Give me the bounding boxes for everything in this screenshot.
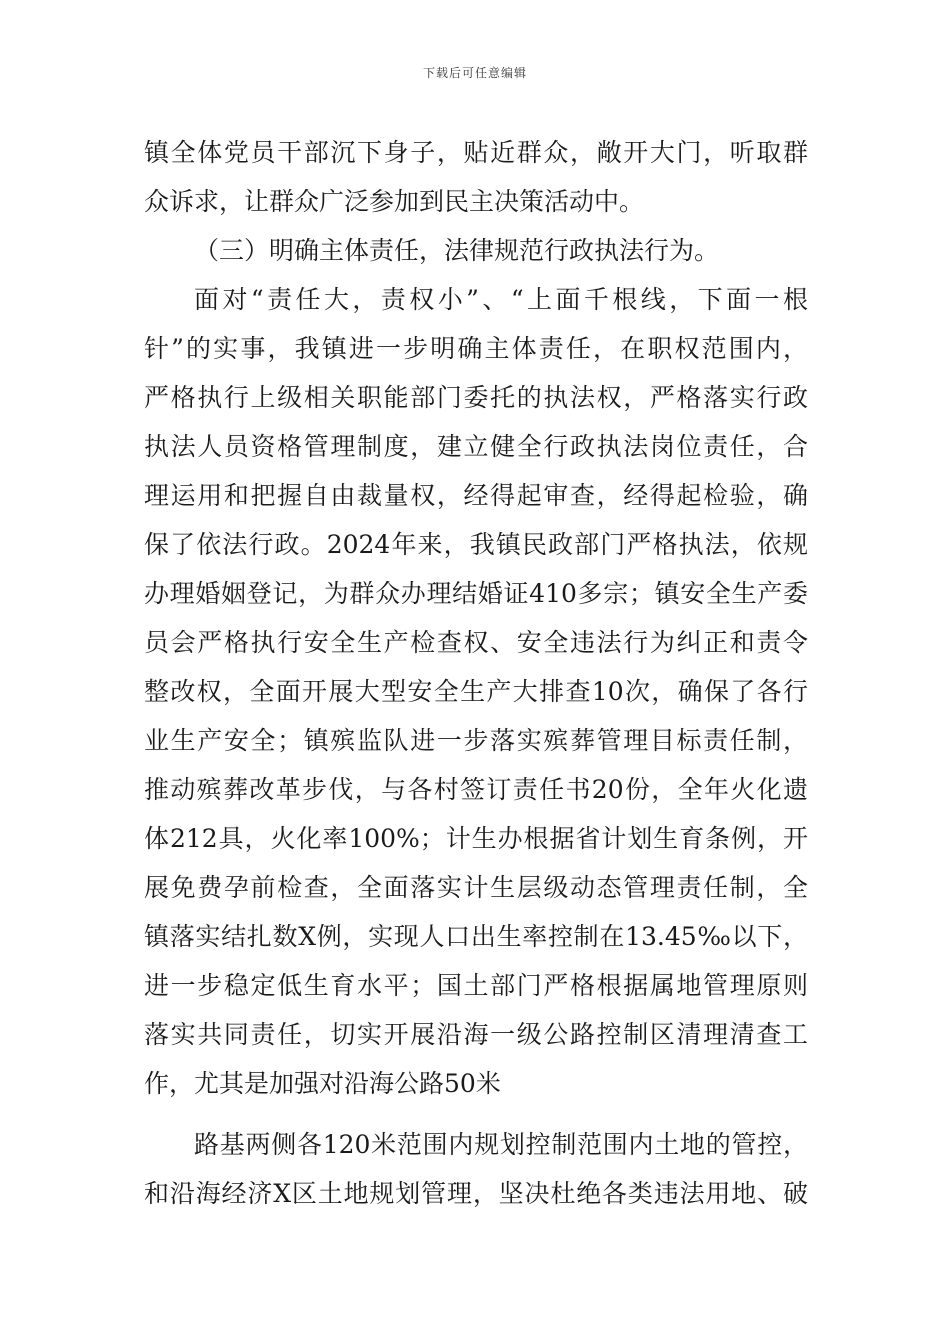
paragraph-line: 针”的实事，我镇进一步明确主体责任，在职权范围内， [144,334,808,363]
section-heading: （三）明确主体责任，法律规范行政执法行为。 [194,236,720,265]
paragraph-line: 办理婚姻登记，为群众办理结婚证410多宗；镇安全生产委 [144,579,808,608]
paragraph-line: 展免费孕前检查，全面落实计生层级动态管理责任制，全 [144,873,808,902]
header-note: 下载后可任意编辑 [422,66,527,80]
paragraph-line: 众诉求，让群众广泛参加到民主决策活动中。 [144,187,645,216]
paragraph-line: 和沿海经济X区土地规划管理，坚决杜绝各类违法用地、破 [144,1179,808,1208]
paragraph-line: 保了依法行政。2024年来，我镇民政部门严格执法，依规 [144,530,808,559]
paragraph-line: 路基两侧各120米范围内规划控制范围内土地的管控， [194,1130,808,1159]
paragraph-line: 员会严格执行安全生产检查权、安全违法行为纠正和责令 [144,628,808,657]
paragraph-line: 镇全体党员干部沉下身子，贴近群众，敞开大门，听取群 [144,138,808,167]
paragraph-line: 推动殡葬改革步伐，与各村签订责任书20份，全年火化遗 [144,775,808,804]
paragraph-line: 进一步稳定低生育水平；国土部门严格根据属地管理原则 [144,971,808,1000]
paragraph-line: 严格执行上级相关职能部门委托的执法权，严格落实行政 [144,383,808,412]
paragraph-line: 作，尤其是加强对沿海公路50米 [144,1069,501,1098]
document-body [144,128,808,1218]
paragraph-line: 体212具，火化率100%；计生办根据省计划生育条例，开 [144,824,808,853]
paragraph-line: 整改权，全面开展大型安全生产大排查10次，确保了各行 [144,677,808,706]
paragraph-line: 执法人员资格管理制度，建立健全行政执法岗位责任，合 [144,432,808,461]
paragraph-line: 业生产安全；镇殡监队进一步落实殡葬管理目标责任制， [144,726,808,755]
paragraph-gap [144,1108,808,1120]
paragraph-line: 镇落实结扎数X例，实现人口出生率控制在13.45‰以下， [144,922,808,951]
paragraph-line: 面对“责任大，责权小”、“上面千根线，下面一根 [194,285,808,314]
paragraph-line: 理运用和把握自由裁量权，经得起审查，经得起检验，确 [144,481,808,510]
paragraph-line: 落实共同责任，切实开展沿海一级公路控制区清理清查工 [144,1020,808,1049]
